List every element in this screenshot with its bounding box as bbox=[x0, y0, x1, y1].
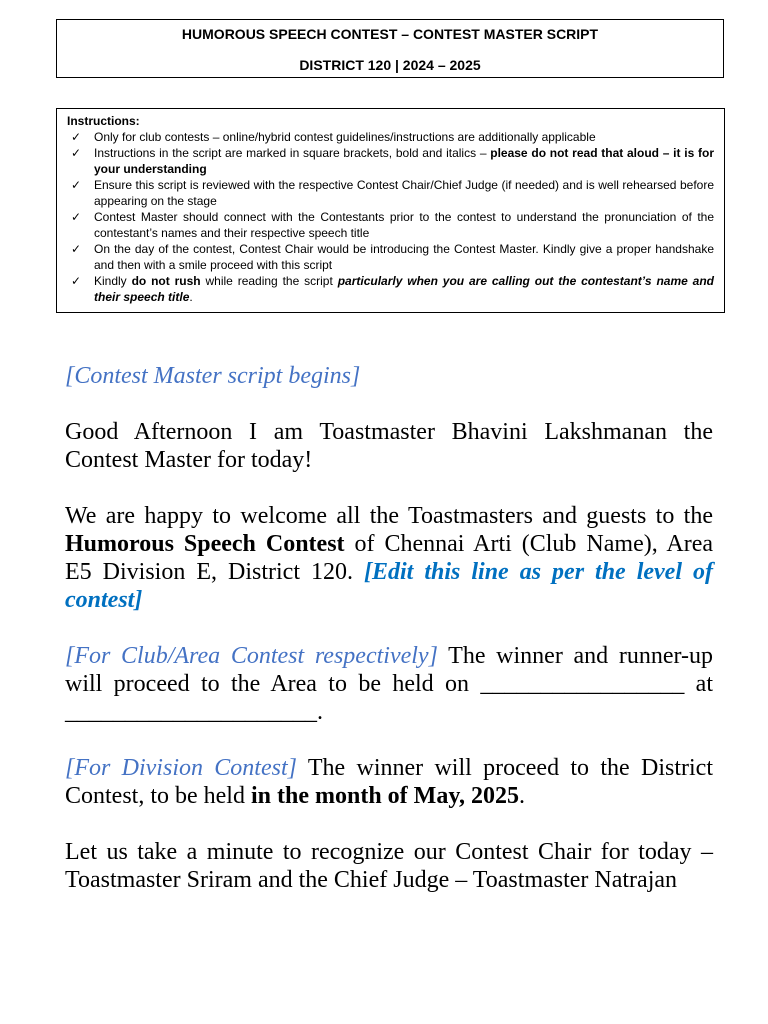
instruction-text: Kindly bbox=[94, 274, 132, 288]
instructions-list bbox=[67, 129, 714, 305]
instruction-text: while reading the script bbox=[200, 274, 338, 288]
division-text-end: . bbox=[519, 783, 525, 809]
instructions-heading: Instructions: bbox=[67, 114, 140, 128]
checkmark-icon: ✓ bbox=[71, 178, 82, 192]
instruction-text: Contest Master should connect with the Contestants prior to the contest to understand the pronunciation of the contestant’s names and their respective speech title bbox=[94, 210, 714, 240]
instruction-item bbox=[67, 273, 714, 305]
instruction-text: . bbox=[189, 290, 193, 304]
script-begins-tag: [Contest Master script begins] bbox=[65, 363, 361, 389]
instructions-box bbox=[56, 108, 725, 313]
division-date: in the month of May, 2025 bbox=[250, 783, 519, 809]
division-tag: [For Division Contest] bbox=[65, 755, 297, 781]
division-paragraph bbox=[65, 754, 713, 810]
document-subtitle: DISTRICT 120 | 2024 – 2025 bbox=[299, 57, 481, 73]
document-title: HUMOROUS SPEECH CONTEST – CONTEST MASTER SCRIPT bbox=[181, 26, 599, 42]
club-area-text: The winner and runner-up will proceed to the Area to be held on _________________ at _____________________. bbox=[65, 643, 713, 725]
instruction-text: Instructions in the script are marked in square brackets, bold and italics – bbox=[94, 146, 491, 160]
instruction-item bbox=[67, 129, 714, 145]
division-text: The winner will proceed to the District Contest, to be held bbox=[65, 755, 713, 809]
club-area-paragraph bbox=[65, 642, 713, 726]
instruction-text: Only for club contests – online/hybrid contest guidelines/instructions are additionally applicable bbox=[94, 130, 596, 144]
instruction-emphasis: do not rush bbox=[131, 274, 201, 288]
welcome-text: of Chennai Arti (Club Name), Area E5 Division E, District 120. bbox=[65, 531, 713, 585]
greeting-paragraph: Good Afternoon I am Toastmaster Bhavini Lakshmanan the Contest Master for today! bbox=[65, 419, 713, 473]
instruction-item bbox=[67, 177, 714, 209]
club-area-tag: [For Club/Area Contest respectively] bbox=[65, 643, 438, 669]
document-title-box bbox=[56, 19, 724, 78]
instruction-item bbox=[67, 145, 714, 177]
instruction-item bbox=[67, 209, 714, 241]
checkmark-icon: ✓ bbox=[71, 130, 82, 144]
script-begins-note bbox=[65, 362, 713, 390]
instruction-item bbox=[67, 241, 714, 273]
instruction-text: On the day of the contest, Contest Chair would be introducing the Contest Master. Kindly give a proper handshake and then with a smile proceed with this script bbox=[94, 242, 714, 272]
contest-name: Humorous Speech Contest bbox=[65, 531, 345, 557]
welcome-paragraph bbox=[65, 502, 713, 614]
recognize-paragraph: Let us take a minute to recognize our Contest Chair for today – Toastmaster Sriram and the Chief Judge – Toastmaster Natrajan bbox=[65, 839, 713, 893]
instruction-emphasis: please do not read that aloud – it is for your understanding bbox=[94, 146, 715, 176]
instruction-text: Ensure this script is reviewed with the respective Contest Chair/Chief Judge (if needed) and is well rehearsed before appearing on the stage bbox=[94, 178, 714, 208]
welcome-text: We are happy to welcome all the Toastmasters and guests to the bbox=[65, 503, 713, 529]
checkmark-icon: ✓ bbox=[71, 210, 82, 224]
checkmark-icon: ✓ bbox=[71, 146, 82, 160]
edit-note: [Edit this line as per the level of contest] bbox=[65, 559, 713, 613]
checkmark-icon: ✓ bbox=[71, 274, 82, 288]
instruction-emphasis-italic: particularly when you are calling out the contestant’s name and their speech title bbox=[94, 274, 714, 304]
checkmark-icon: ✓ bbox=[71, 242, 82, 256]
